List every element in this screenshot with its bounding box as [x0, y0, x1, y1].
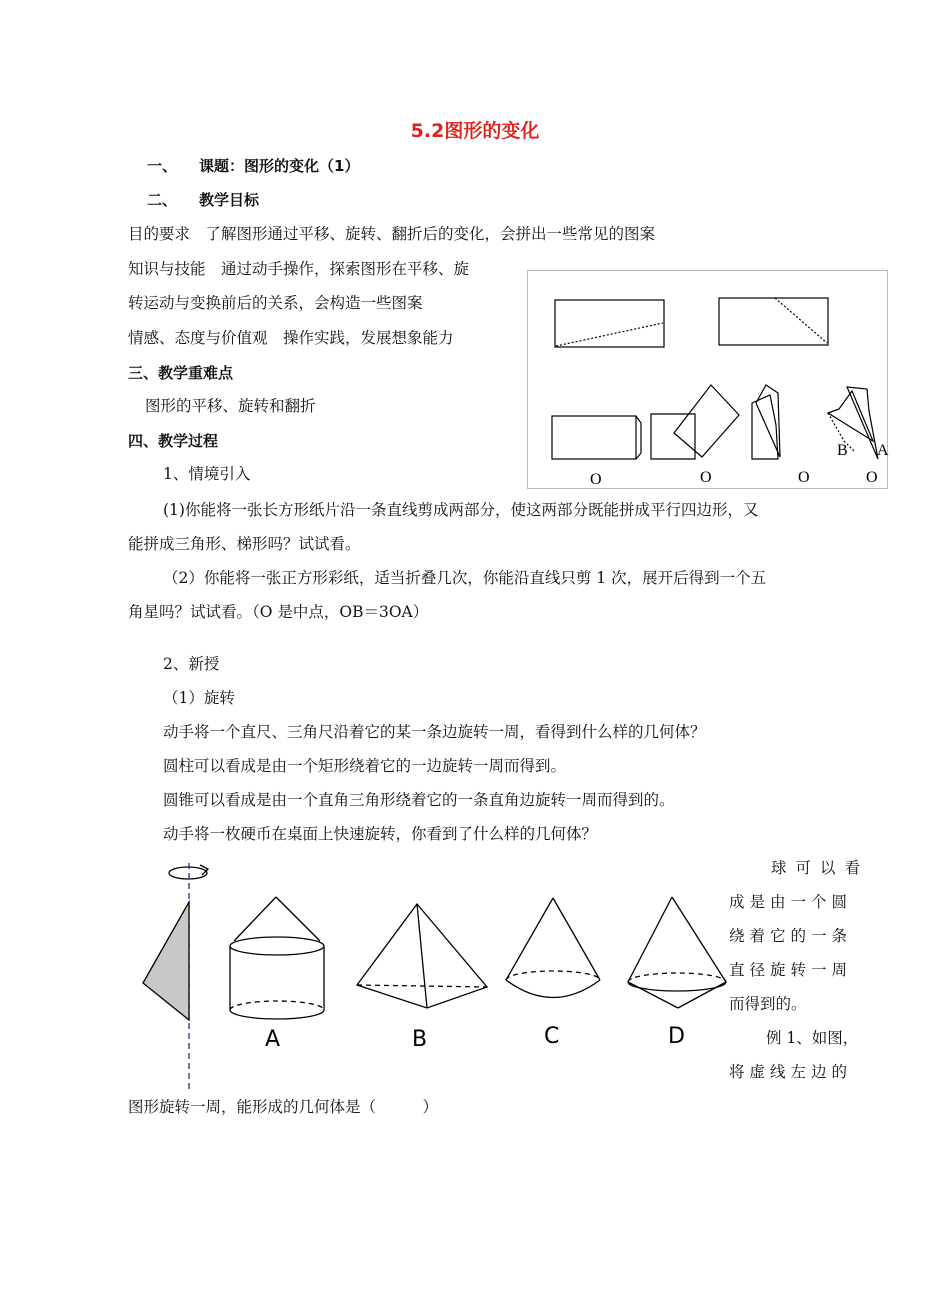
sphere-text-1: 球可以看 [771, 859, 870, 877]
label-o-2: O [700, 469, 712, 486]
question-2-line2: 角星吗？试试看。（O 是中点，OB＝3OA） [128, 603, 429, 621]
example-1-label: 例 1、如图， [766, 1029, 859, 1047]
solid-d [628, 897, 726, 1008]
cut-line-1 [556, 323, 663, 346]
subsection-new-lesson: 2、新授 [163, 655, 220, 673]
section-2-heading: 教学目标 [199, 191, 260, 209]
section-1-heading: 课题：图形的变化（1） [199, 157, 360, 175]
rotation-text-2: 圆柱可以看成是由一个矩形绕着它的一边旋转一周而得到。 [163, 757, 567, 775]
section-3-body: 图形的平移、旋转和翻折 [145, 397, 316, 415]
label-solid-c: C [544, 1024, 560, 1049]
rectangle-paper-2 [719, 298, 828, 345]
rectangle-paper-1 [555, 300, 664, 347]
solid-a [230, 897, 324, 1019]
section-2-number: 二、 [147, 191, 178, 209]
subsection-rotation: （1）旋转 [163, 689, 235, 707]
rotation-text-1: 动手将一个直尺、三角尺沿着它的某一条边旋转一周，看得到什么样的几何体？ [163, 723, 706, 741]
sphere-text-3: 绕着它的一条 [729, 927, 853, 945]
fold-step-4 [847, 387, 878, 459]
solids-of-revolution-figure [130, 855, 730, 1095]
document-title: 5.2图形的变化 [410, 120, 540, 142]
section-4-heading: 四、教学过程 [128, 432, 219, 450]
fold-step-3 [752, 395, 778, 459]
fold-step-1 [552, 416, 636, 459]
sphere-text-5: 而得到的。 [729, 995, 807, 1013]
rotation-text-4: 动手将一枚硬币在桌面上快速旋转，你看到了什么样的几何体？ [163, 825, 598, 843]
label-a: A [877, 442, 889, 459]
label-solid-d: D [668, 1024, 685, 1049]
rotation-arrow-icon [169, 867, 207, 879]
fold-step-2 [651, 414, 695, 459]
subsection-intro: 1、情境引入 [163, 465, 251, 483]
label-solid-b: B [412, 1027, 428, 1052]
label-o-1: O [590, 471, 602, 488]
example-1-question: 图形旋转一周，能形成的几何体是（ ） [128, 1098, 439, 1116]
label-o-4: O [866, 469, 878, 486]
question-1-line1: (1)你能将一张长方形纸片沿一条直线剪成两部分，使这两部分既能拼成平行四边形，又 [163, 501, 759, 519]
cut-line-2 [775, 298, 827, 343]
goal-knowledge-line1: 知识与技能 通过动手操作，探索图形在平移、旋 [128, 260, 470, 278]
paper-folding-figure [527, 270, 888, 489]
question-1-line2: 能拼成三角形、梯形吗？试试看。 [128, 535, 361, 553]
goal-knowledge-line2: 转运动与变换前后的关系，会构造一些图案 [128, 294, 423, 312]
label-solid-a: A [265, 1027, 281, 1052]
solid-b [357, 904, 487, 1008]
label-o-3: O [798, 469, 810, 486]
sphere-text-2: 成是由一个圆 [729, 893, 853, 911]
question-2-line1: （2）你能将一张正方形彩纸，适当折叠几次，你能沿直线只剪 1 次，展开后得到一个五 [163, 569, 767, 587]
goal-attitude: 情感、态度与价值观 操作实践，发展想象能力 [128, 329, 454, 347]
example-1-text: 将虚线左边的 [729, 1063, 853, 1081]
sphere-text-4: 直径旋转一周 [729, 961, 853, 979]
section-3-heading: 三、教学重难点 [128, 364, 234, 382]
label-b: B [837, 442, 848, 459]
shaded-triangle [143, 902, 189, 1020]
goal-requirements: 目的要求 了解图形通过平移、旋转、翻折后的变化，会拼出一些常见的图案 [128, 225, 656, 243]
rotation-text-3: 圆锥可以看成是由一个直角三角形绕着它的一条直角边旋转一周而得到的。 [163, 791, 675, 809]
paper-folding-diagram [528, 271, 889, 490]
solid-c [506, 898, 600, 998]
section-1-number: 一、 [147, 157, 178, 175]
